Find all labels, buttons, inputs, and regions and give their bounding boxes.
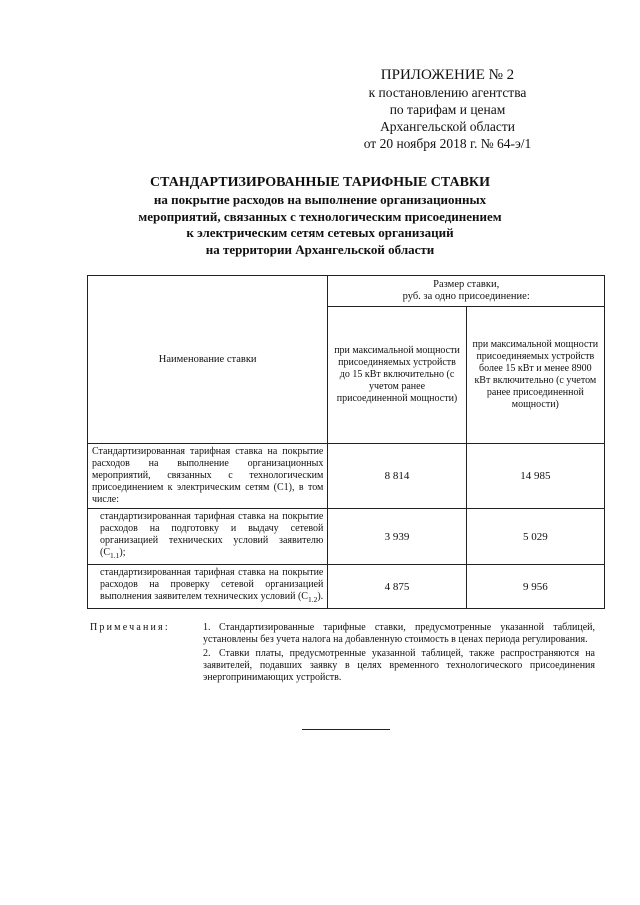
rate-name-end: ). — [317, 591, 324, 602]
appendix-header — [330, 66, 565, 152]
title-line: на покрытие расходов на выполнение организационных — [153, 192, 487, 207]
appendix-date: от 20 ноября 2018 г. № 64-э/1 — [363, 136, 532, 151]
title-line: мероприятий, связанных с технологическим присоединением — [138, 208, 502, 224]
note-number: 2. — [203, 648, 211, 659]
rate-name — [88, 565, 328, 609]
rate-name-end: ); — [119, 547, 126, 558]
notes-label: Примечания: — [90, 622, 170, 633]
title-line: к электрическим сетям сетевых организаций — [186, 225, 454, 240]
rate-value-a: 3 939 — [328, 509, 466, 565]
table-row — [88, 565, 605, 609]
rate-name — [88, 509, 328, 565]
rate-subscript: 1.1 — [110, 551, 120, 560]
rate-name-text: стандартизированная тарифная ставка на покрытие расходов на подготовку и выдачу сетевой организацией технических условий заявителю (С — [100, 511, 324, 558]
column-header-size — [328, 276, 605, 307]
document-title — [60, 174, 580, 258]
column-header-15-to-8900kw: при максимальной мощности присоединяемых устройств более 15 кВт и менее 8900 кВт включительно (с учетом ранее присоединенной мощности) — [466, 307, 604, 444]
column-header-size-line: руб. за одно присоединение: — [402, 291, 530, 302]
rate-value-b: 9 956 — [466, 565, 604, 609]
rate-value-a: 4 875 — [328, 565, 466, 609]
title-main: СТАНДАРТИЗИРОВАННЫЕ ТАРИФНЫЕ СТАВКИ — [150, 175, 490, 190]
rate-name-text: стандартизированная тарифная ставка на покрытие расходов на проверку сетевой организацией выполнения заявителем технических условий (С — [100, 567, 324, 602]
table-row — [88, 509, 605, 565]
appendix-number: ПРИЛОЖЕНИЕ № 2 — [380, 67, 515, 83]
column-header-size-line: Размер ставки, — [433, 279, 500, 290]
appendix-line: к постановлению агентства — [368, 85, 527, 100]
column-header-up-to-15kw: при максимальной мощности присоединяемых устройств до 15 кВт включительно (с учетом ранее присоединенной мощности) — [328, 307, 466, 444]
note-item — [203, 622, 595, 646]
table-header-row — [88, 276, 605, 307]
notes-list — [203, 622, 595, 686]
appendix-line: Архангельской области — [380, 119, 515, 134]
rate-subscript: 1.2 — [307, 595, 318, 604]
note-number: 1. — [203, 622, 211, 633]
note-item — [203, 648, 595, 684]
appendix-line: по тарифам и ценам — [389, 102, 506, 117]
note-text: Ставки платы, предусмотренные указанной таблицей, также распространяются на заявителей, подавших заявку в целях временного технологического присоединения энергопринимающих устройств. — [203, 648, 595, 683]
table-row — [88, 444, 605, 509]
column-header-name: Наименование ставки — [88, 276, 328, 444]
title-line: на территории Архангельской области — [205, 241, 435, 257]
closing-rule — [302, 729, 390, 730]
rate-value-a: 8 814 — [328, 444, 466, 509]
rate-name: Стандартизированная тарифная ставка на покрытие расходов на выполнение организационных мероприятий, связанных с технологическим присоединением к электрическим сетям (С1), в том числе: — [88, 444, 328, 509]
rate-value-b: 5 029 — [466, 509, 604, 565]
rate-value-b: 14 985 — [466, 444, 604, 509]
tariff-table — [87, 275, 605, 609]
note-text: Стандартизированные тарифные ставки, предусмотренные указанной таблицей, установлены без учета налога на добавленную стоимость в ценах периода регулирования. — [203, 622, 595, 645]
